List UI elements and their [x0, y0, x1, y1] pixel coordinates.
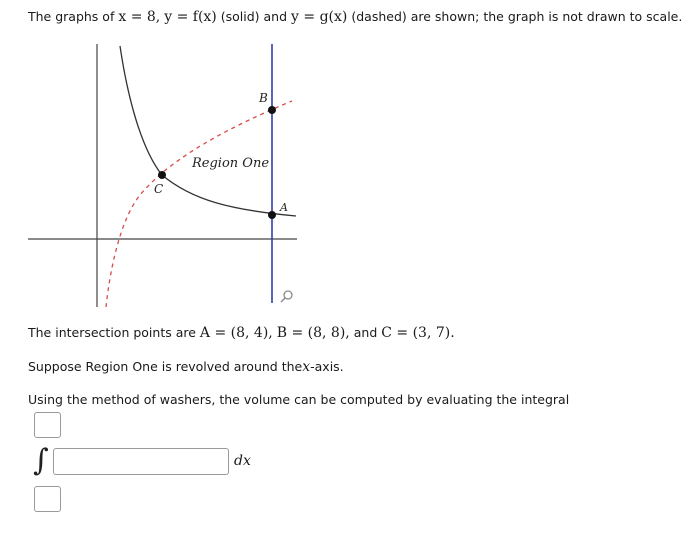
integral-sign: ∫ — [33, 443, 49, 478]
point-b-value: B = (8, 8), — [276, 325, 350, 341]
statement-suffix: (dashed) are shown; the graph is not drawn to scale. — [351, 9, 683, 24]
axis-variable: x — [302, 359, 311, 375]
intersection-prefix: The intersection points are — [28, 325, 196, 340]
equation-g: y = g(x) — [291, 9, 348, 25]
and-text: and — [353, 325, 378, 340]
solid-label: (solid) and — [220, 9, 288, 24]
solid-curve-f — [120, 46, 296, 216]
statement-prefix: The graphs of — [28, 9, 115, 24]
label-region-one: Region One — [192, 156, 270, 171]
revolve-suffix: -axis. — [310, 359, 344, 374]
point-c-value: C = (3, 7). — [381, 325, 455, 341]
equation-x: x = 8, — [118, 9, 161, 25]
point-a-value: A = (8, 4), — [199, 325, 273, 341]
revolve-prefix: Suppose Region One is revolved around the — [28, 359, 303, 374]
point-b — [268, 106, 276, 114]
intersection-statement — [28, 325, 455, 341]
point-c — [158, 171, 166, 179]
washers-statement: Using the method of washers, the volume can be computed by evaluating the integral — [28, 392, 570, 407]
upper-limit-input[interactable] — [34, 412, 61, 438]
label-b: B — [259, 91, 268, 105]
dashed-curve-g — [106, 101, 292, 307]
lower-limit-input[interactable] — [34, 486, 61, 512]
magnifier-icon[interactable] — [281, 291, 292, 302]
point-a — [268, 211, 276, 219]
integrand-input[interactable] — [53, 448, 229, 475]
label-a: A — [280, 201, 288, 214]
label-c: C — [154, 182, 164, 196]
differential-dx: dx — [234, 453, 251, 469]
revolve-statement — [28, 359, 344, 375]
equation-f: y = f(x) — [164, 9, 217, 25]
